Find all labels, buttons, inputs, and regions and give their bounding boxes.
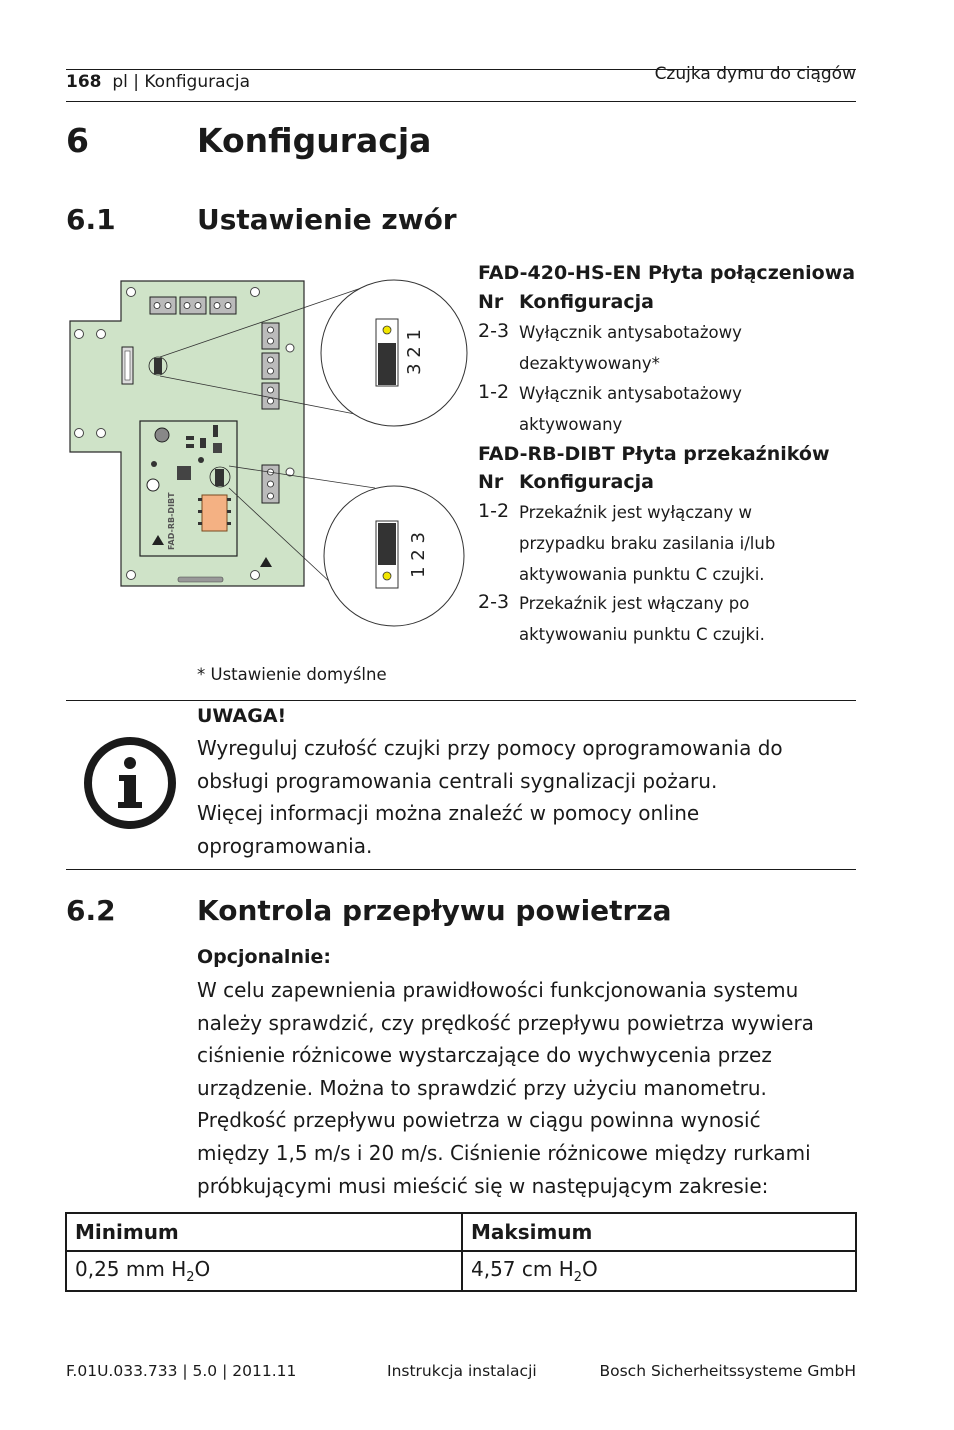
paragraph-line: próbkującymi musi mieścić się w następującym zakresie: [197, 1173, 769, 1198]
board1-title: FAD-420-HS-EN Płyta połączeniowa [478, 262, 856, 284]
section-6-2-number: 6.2 [66, 894, 116, 927]
board1-row2-line1: Wyłącznik antysabotażowy [519, 384, 742, 403]
notice-bottom-rule [66, 869, 856, 870]
top-terminals [150, 297, 236, 314]
relay-board-label: FAD-RB-DIBT [167, 492, 176, 550]
chapter-number: 6 [66, 121, 89, 160]
board2-row2-nr: 2-3 [478, 591, 510, 613]
relay-component [202, 495, 227, 531]
board1-col-nr: Nr [478, 291, 504, 313]
min-subscript: 2 [186, 1270, 195, 1285]
table-row [66, 1251, 856, 1291]
board1-row2-nr: 1-2 [478, 381, 510, 403]
paragraph-line: Prędkość przepływu powietrza w ciągu powinna wynosić [197, 1108, 761, 1133]
board1-row1-config [519, 317, 742, 379]
page-number: 168 [66, 72, 102, 92]
board1-row1-nr: 2-3 [478, 320, 510, 342]
board2-row1-line2: przypadku braku zasilania i/lub [519, 534, 776, 553]
board1-col-config: Konfiguracja [519, 291, 654, 313]
min-unit-suffix: O [194, 1257, 211, 1281]
board2-row1-config [519, 497, 775, 590]
section-6-1-number: 6.1 [66, 203, 116, 236]
board2-row1-nr: 1-2 [478, 500, 510, 522]
max-unit-suffix: O [582, 1257, 598, 1281]
board2-col-nr: Nr [478, 471, 504, 493]
board2-col-config: Konfiguracja [519, 471, 654, 493]
chapter-title: Konfiguracja [197, 121, 432, 160]
section-6-2-subtitle: Opcjonalnie: [197, 946, 331, 968]
pressure-range-table [65, 1212, 857, 1292]
paragraph-line: między 1,5 m/s i 20 m/s. Ciśnienie różnicowe między rurkami [197, 1140, 811, 1165]
paragraph-line: urządzenie. Można to sprawdzić przy użyciu manometru. [197, 1075, 767, 1100]
header-maximum: Maksimum [462, 1213, 856, 1251]
jumper-figure [66, 278, 468, 632]
info-icon [83, 736, 177, 830]
notice-line: obsługi programowania centrali sygnalizacji pożaru. [197, 768, 718, 793]
running-header [66, 72, 250, 92]
max-value: 4,57 cm H [471, 1257, 574, 1281]
board2-title: FAD-RB-DIBT Płyta przekaźników [478, 443, 830, 465]
default-setting-footnote: * Ustawienie domyślne [197, 665, 387, 684]
cell-maximum [462, 1251, 856, 1291]
footer-doc-code: F.01U.033.733 | 5.0 | 2011.11 [66, 1362, 297, 1380]
paragraph-line: należy sprawdzić, czy prędkość przepływu powietrza wywiera [197, 1010, 814, 1035]
board1-row2-line2: aktywowany [519, 415, 623, 434]
footer-doc-type: Instrukcja instalacji [387, 1362, 537, 1380]
header-section: pl | Konfiguracja [112, 72, 251, 92]
section-6-1-title: Ustawienie zwór [197, 203, 457, 236]
section-6-2-body [197, 974, 814, 1202]
notice-line: Więcej informacji można znaleźć w pomocy online [197, 801, 700, 826]
board1-row2-config [519, 378, 742, 440]
notice-line: oprogramowania. [197, 833, 373, 858]
header-doc-title: Czujka dymu do ciągów [654, 64, 856, 84]
header-minimum: Minimum [66, 1213, 462, 1251]
notice-body [197, 732, 783, 862]
notice-line: Wyreguluj czułość czujki przy pomocy oprogramowania do [197, 736, 783, 760]
jumper-top-pin-label: 3 2 1 [404, 329, 425, 375]
notice-title: UWAGA! [197, 705, 287, 727]
board2-row1-line3: aktywowania punktu C czujki. [519, 565, 765, 584]
board1-row1-line2: dezaktywowany* [519, 354, 660, 373]
board2-row2-line1: Przekaźnik jest włączany po [519, 594, 750, 613]
board1-row1-line1: Wyłącznik antysabotażowy [519, 323, 742, 342]
jumper-bottom-pin-label: 1 2 3 [408, 532, 429, 578]
paragraph-line: W celu zapewnienia prawidłowości funkcjonowania systemu [197, 978, 799, 1002]
table-header-row [66, 1213, 856, 1251]
section-6-2-title: Kontrola przepływu powietrza [197, 894, 672, 927]
board2-row1-line1: Przekaźnik jest wyłączany w [519, 503, 753, 522]
max-subscript: 2 [573, 1270, 583, 1285]
board2-row2-config [519, 588, 765, 650]
header-bottom-rule [66, 101, 856, 102]
notice-top-rule [66, 700, 856, 701]
cell-minimum [66, 1251, 462, 1291]
footer-company: Bosch Sicherheitssysteme GmbH [599, 1362, 856, 1380]
board2-row2-line2: aktywowaniu punktu C czujki. [519, 625, 765, 644]
min-value: 0,25 mm H [75, 1257, 187, 1281]
paragraph-line: ciśnienie różnicowe wystarczające do wychwycenia przez [197, 1043, 772, 1068]
